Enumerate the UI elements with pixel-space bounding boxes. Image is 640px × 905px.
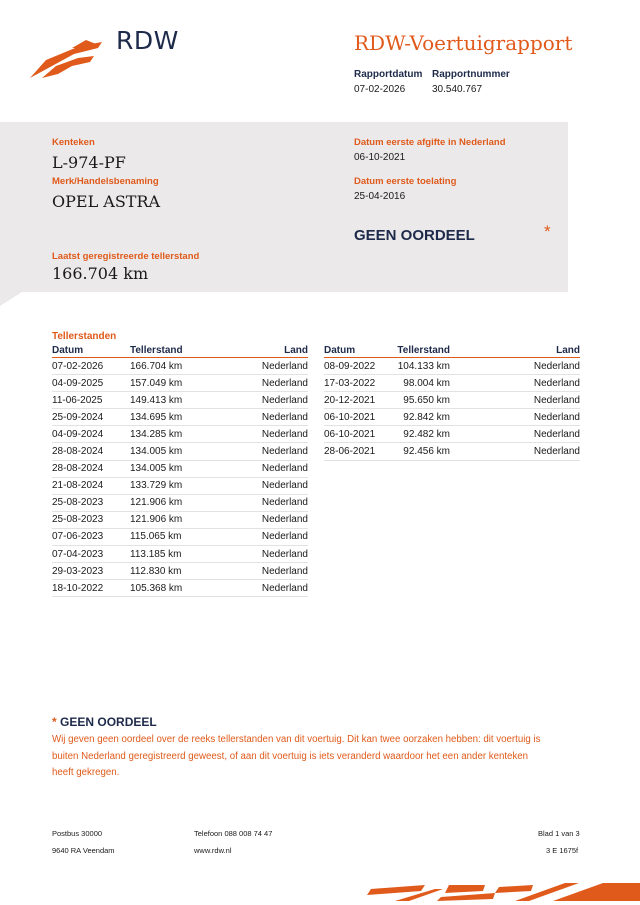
table-header [52, 345, 308, 358]
row-land: Nederland [533, 411, 580, 423]
table-row [52, 478, 308, 495]
row-land: Nederland [261, 497, 308, 509]
row-km: 92.482 km [403, 428, 450, 440]
row-km: 113.185 km [130, 548, 182, 560]
kenteken-value: L-974-PF [52, 153, 126, 172]
row-km: 92.456 km [403, 446, 450, 458]
table-row [324, 358, 580, 375]
table-header [324, 345, 580, 358]
panel-corner-tab [0, 292, 22, 306]
eerste-toelating-value: 25-04-2016 [354, 191, 406, 202]
note-marker: * [52, 715, 57, 729]
footer-page: Blad 1 van 3 [538, 829, 580, 838]
column-header-land: Land [284, 345, 308, 356]
table-row [52, 546, 308, 563]
table-row [52, 426, 308, 443]
verdict-status: GEEN OORDEEL [354, 227, 475, 244]
row-km: 98.004 km [403, 377, 450, 389]
row-land: Nederland [261, 394, 308, 406]
column-header-km: Tellerstand [397, 345, 450, 356]
row-date: 25-09-2024 [52, 411, 104, 423]
row-land: Nederland [261, 463, 308, 475]
row-km: 134.005 km [130, 446, 183, 458]
row-km: 157.049 km [130, 377, 183, 389]
row-land: Nederland [533, 394, 580, 406]
row-land: Nederland [261, 565, 308, 577]
row-date: 25-08-2023 [52, 514, 104, 526]
row-date: 07-02-2026 [52, 360, 104, 372]
footer-code: 3 E 1675f [546, 846, 579, 855]
eerste-afgifte-value: 06-10-2021 [354, 152, 406, 163]
column-header-date: Datum [324, 345, 356, 356]
row-land: Nederland [261, 360, 308, 372]
note-title [52, 715, 157, 729]
row-km: 121.906 km [130, 497, 183, 509]
row-date: 28-06-2021 [324, 446, 376, 458]
column-header-km: Tellerstand [130, 345, 183, 356]
footer-website: www.rdw.nl [194, 846, 232, 855]
row-date: 28-08-2024 [52, 446, 104, 458]
row-land: Nederland [261, 411, 308, 423]
row-land: Nederland [533, 377, 580, 389]
row-date: 11-06-2025 [52, 394, 103, 406]
table-row [324, 409, 580, 426]
row-date: 07-06-2023 [52, 531, 104, 543]
column-header-date: Datum [52, 345, 84, 356]
row-km: 134.005 km [130, 463, 183, 475]
odometer-table-left [52, 345, 308, 597]
rdw-logo-icon [28, 38, 106, 80]
table-row [52, 495, 308, 512]
row-land: Nederland [533, 428, 580, 440]
row-land: Nederland [261, 428, 308, 440]
row-date: 21-08-2024 [52, 480, 104, 492]
row-land: Nederland [261, 531, 308, 543]
rapportdatum-value: 07-02-2026 [354, 84, 406, 95]
table-row [52, 443, 308, 460]
table-row [324, 443, 580, 460]
row-date: 07-04-2023 [52, 548, 104, 560]
row-land: Nederland [261, 548, 308, 560]
row-km: 149.413 km [130, 394, 183, 406]
note-title-text: GEEN OORDEEL [60, 715, 157, 729]
row-date: 29-03-2023 [52, 565, 104, 577]
report-title: RDW-Voertuigrapport [354, 31, 573, 55]
odometer-table-right [324, 345, 580, 461]
table-row [52, 375, 308, 392]
laatst-tellerstand-label: Laatst geregistreerde tellerstand [52, 251, 200, 262]
row-km: 121.906 km [130, 514, 183, 526]
row-date: 06-10-2021 [324, 411, 376, 423]
table-row [324, 426, 580, 443]
note-text: Wij geven geen oordeel over de reeks tellerstanden van dit voertuig. Dit kan twee oorzaken hebben: dit voertuig is buiten Nederland geregistreerd geweest, of aan dit voertuig is iets veranderd waardoor het een ander kenteken heeft gekregen. [52, 734, 541, 778]
row-km: 112.830 km [130, 565, 182, 577]
row-land: Nederland [261, 480, 308, 492]
verdict-footnote-marker: * [544, 222, 551, 241]
table-row [324, 392, 580, 409]
row-land: Nederland [261, 514, 308, 526]
table-row [52, 392, 308, 409]
row-date: 28-08-2024 [52, 463, 104, 475]
rapportnummer-value: 30.540.767 [432, 84, 483, 95]
table-row [52, 409, 308, 426]
row-km: 133.729 km [130, 480, 183, 492]
row-km: 95.650 km [403, 394, 450, 406]
table-row [52, 358, 308, 375]
rapportdatum-label: Rapportdatum [354, 69, 423, 80]
table-row [52, 563, 308, 580]
row-date: 04-09-2024 [52, 428, 104, 440]
merk-label: Merk/Handelsbenaming [52, 176, 159, 187]
row-land: Nederland [261, 446, 308, 458]
table-row [324, 375, 580, 392]
row-land: Nederland [533, 360, 580, 372]
row-km: 134.695 km [130, 411, 183, 423]
row-km: 104.133 km [397, 360, 450, 372]
row-km: 115.065 km [130, 531, 182, 543]
eerste-afgifte-label: Datum eerste afgifte in Nederland [354, 137, 506, 148]
row-date: 18-10-2022 [52, 582, 104, 594]
row-date: 20-12-2021 [324, 394, 376, 406]
table-row [52, 580, 308, 597]
table-row [52, 512, 308, 529]
row-km: 92.842 km [403, 411, 450, 423]
row-km: 134.285 km [130, 428, 183, 440]
row-km: 105.368 km [130, 582, 183, 594]
row-km: 166.704 km [130, 360, 183, 372]
table-row [52, 529, 308, 546]
rapportnummer-label: Rapportnummer [432, 69, 510, 80]
row-land: Nederland [533, 446, 580, 458]
row-land: Nederland [261, 377, 308, 389]
tellerstanden-title: Tellerstanden [52, 331, 117, 342]
footer-postcode: 9640 RA Veendam [52, 846, 115, 855]
row-date: 08-09-2022 [324, 360, 376, 372]
merk-value: OPEL ASTRA [52, 192, 161, 211]
table-row [52, 461, 308, 478]
eerste-toelating-label: Datum eerste toelating [354, 176, 457, 187]
row-land: Nederland [261, 582, 308, 594]
footer-postbus: Postbus 30000 [52, 829, 103, 838]
footer-telefoon: Telefoon 088 008 74 47 [194, 829, 273, 838]
brand-name: RDW [116, 26, 179, 55]
laatst-tellerstand-value: 166.704 km [52, 264, 149, 283]
footer-stripe-icon [365, 881, 640, 903]
column-header-land: Land [556, 345, 580, 356]
row-date: 04-09-2025 [52, 377, 104, 389]
row-date: 17-03-2022 [324, 377, 376, 389]
row-date: 25-08-2023 [52, 497, 104, 509]
kenteken-label: Kenteken [52, 137, 95, 148]
row-date: 06-10-2021 [324, 428, 376, 440]
